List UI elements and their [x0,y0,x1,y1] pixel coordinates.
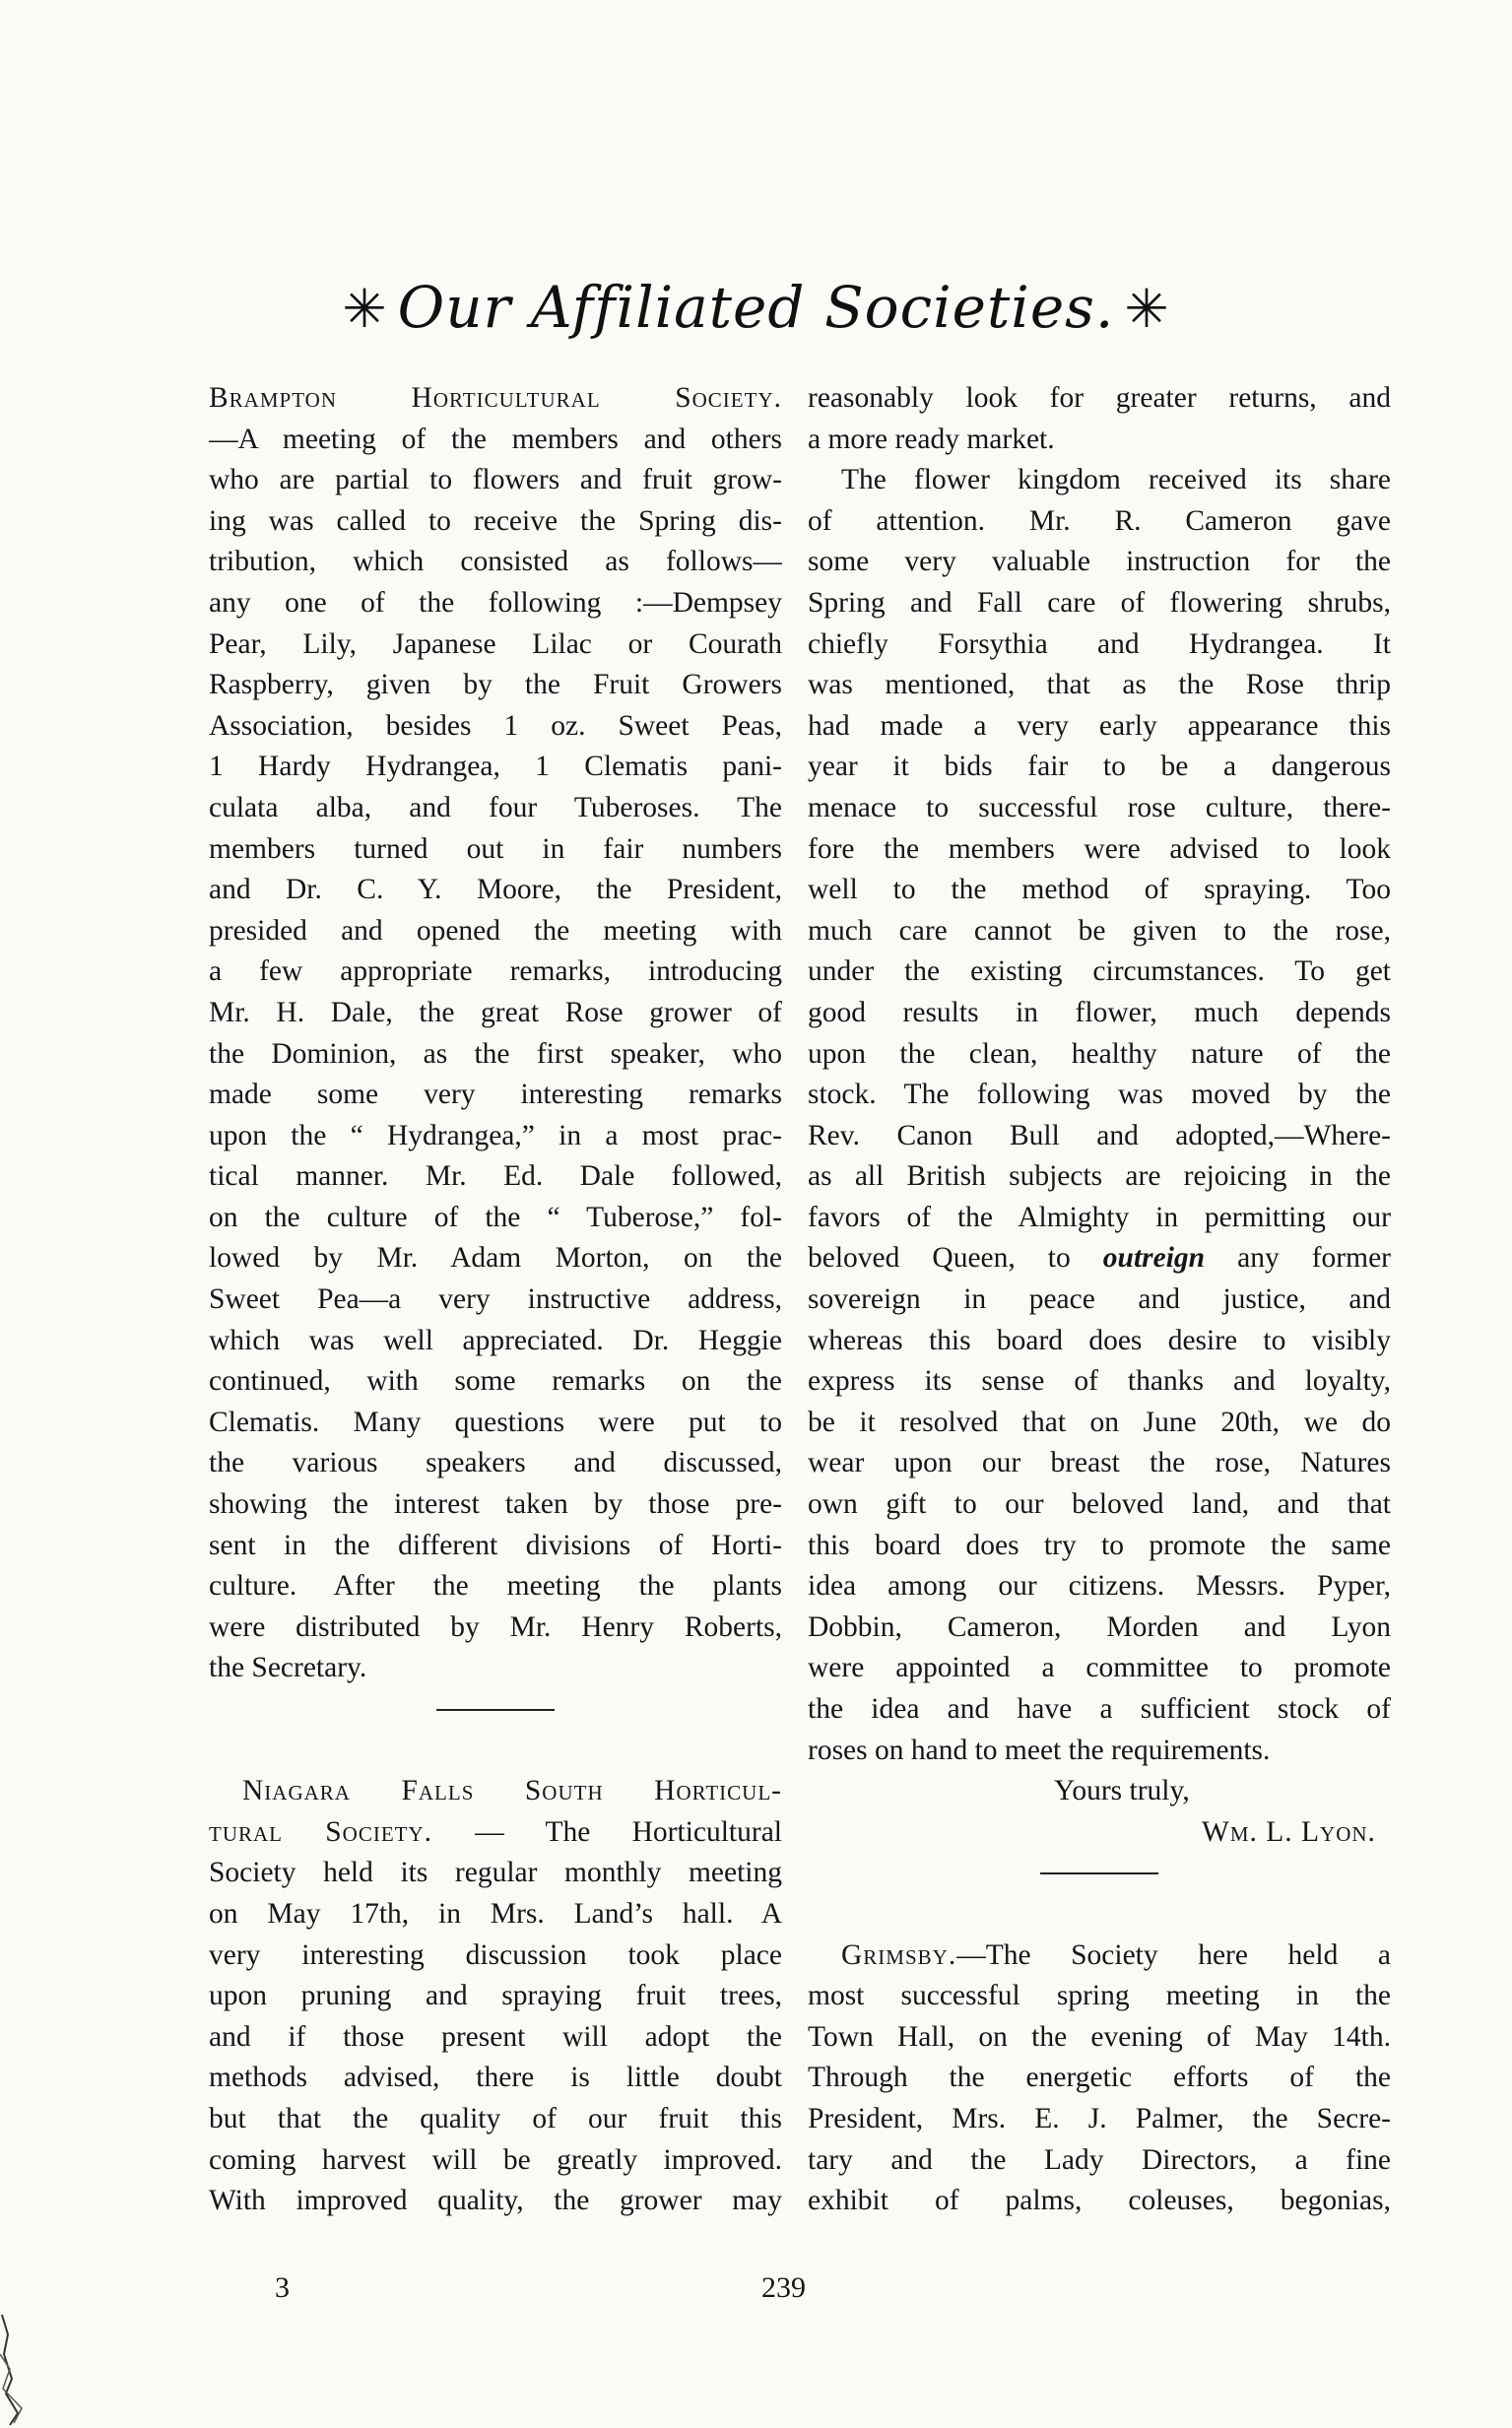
text-line: Spring and Fall care of flowering shrubs, [808,586,1391,619]
text-line: stock. The following was moved by the [808,1079,1391,1111]
text-line: Society held its regular monthly meeting [209,1857,782,1889]
text-line: methods advised, there is little doubt [209,2062,782,2094]
text-line: upon the “ Hydrangea,” in a most prac- [209,1119,782,1151]
text-line: had made a very early appearance this [808,709,1391,742]
text-line: tical manner. Mr. Ed. Dale followed, [209,1160,782,1193]
text-line: the various speakers and discussed, [209,1447,782,1479]
section-divider [209,1689,782,1731]
text-line: on the culture of the “ Tuberose,” fol- [209,1201,782,1233]
text-line: were distributed by Mr. Henry Roberts, [209,1610,782,1643]
text-line: under the existing circumstances. To get [808,955,1391,988]
text-line: the idea and have a sufficient stock of [808,1693,1391,1725]
text-line: this board does try to promote the same [808,1529,1391,1561]
text-line: Wm. L. Lyon. [1202,1815,1376,1848]
text-line: —A meeting of the members and others [209,423,782,455]
text-line: roses on hand to meet the requirements. [808,1734,1271,1766]
text-line: idea among our citizens. Messrs. Pyper, [808,1570,1391,1603]
text-line: culata alba, and four Tuberoses. The [209,791,782,823]
text-line: a more ready market. [808,423,1055,455]
text-line: tary and the Lady Directors, a fine [808,2143,1391,2176]
text-line: sovereign in peace and justice, and [808,1283,1391,1316]
text-line: whereas this board does desire to visibly [808,1324,1391,1356]
title-text: Our Affiliated Societies. [397,274,1115,341]
text-line: most successful spring meeting in the [808,1980,1391,2012]
text-line: President, Mrs. E. J. Palmer, the Secre- [808,2102,1391,2134]
blank-line [209,1731,782,1772]
text-line: ing was called to receive the Spring dis- [209,504,782,537]
text-line: well to the method of spraying. Too [808,874,1391,906]
asterisk-ornament-left-icon: ✳ [342,278,388,340]
text-line: but that the quality of our fruit this [209,2102,782,2134]
text-line: year it bids fair to be a dangerous [808,751,1391,783]
text-line: some very valuable instruction for the [808,546,1391,578]
text-line: and Dr. C. Y. Moore, the President, [209,874,782,906]
text-line: upon the clean, healthy nature of the [808,1037,1391,1070]
text-line: the Secretary. [209,1652,367,1684]
section-divider [808,1853,1391,1894]
text-line: showing the interest taken by those pre- [209,1488,782,1521]
text-line: very interesting discussion took place [209,1938,782,1971]
text-line: own gift to our beloved land, and that [808,1488,1391,1521]
text-line: Mr. H. Dale, the great Rose grower of [209,996,782,1028]
text-line: The flower kingdom received its share [841,464,1391,496]
text-line: beloved Queen, to outreign any former [808,1242,1391,1275]
text-line: tural Society. — The Horticultural [209,1815,782,1848]
text-line: culture. After the meeting the plants [209,1570,782,1603]
text-line: chiefly Forsythia and Hydrangea. It [808,627,1391,660]
text-line: Association, besides 1 oz. Sweet Peas, [209,709,782,742]
right-text-column [808,378,1391,2222]
text-line: the Dominion, as the first speaker, who [209,1037,782,1070]
text-line: favors of the Almighty in permitting our [808,1201,1391,1233]
text-line: menace to successful rose culture, there- [808,791,1391,823]
text-line: on May 17th, in Mrs. Land’s hall. A [209,1897,782,1930]
text-line: exhibit of palms, coleuses, begonias, [808,2185,1391,2217]
text-line: Brampton Horticultural Society. [209,382,782,414]
text-line: members turned out in fair numbers [209,832,782,865]
text-line: a few appropriate remarks, introducing [209,955,782,988]
signature-mark: 3 [275,2271,290,2304]
text-line: Raspberry, given by the Fruit Growers [209,669,782,701]
blank-line [808,1894,1391,1936]
text-line: Grimsby.—The Society here held a [841,1938,1391,1971]
text-line: Town Hall, on the evening of May 14th. [808,2020,1391,2053]
page-title [0,274,1512,341]
text-line: With improved quality, the grower may [209,2185,782,2217]
text-line: 1 Hardy Hydrangea, 1 Clematis pani- [209,751,782,783]
text-line: was mentioned, that as the Rose thrip [808,669,1391,701]
text-line: Niagara Falls South Horticul- [242,1775,782,1807]
left-text-column [209,378,782,2222]
text-line: Sweet Pea—a very instructive address, [209,1283,782,1316]
text-line: Dobbin, Cameron, Morden and Lyon [808,1610,1391,1643]
text-line: tribution, which consisted as follows— [209,546,782,578]
text-line: coming harvest will be greatly improved. [209,2143,782,2176]
text-line: good results in flower, much depends [808,996,1391,1028]
text-line: which was well appreciated. Dr. Heggie [209,1324,782,1356]
text-line: who are partial to flowers and fruit grow- [209,464,782,496]
text-line: Pear, Lily, Japanese Lilac or Courath [209,627,782,660]
text-line: and if those present will adopt the [209,2020,782,2053]
text-line: Clematis. Many questions were put to [209,1406,782,1438]
text-line: upon pruning and spraying fruit trees, [209,1980,782,2012]
text-line: express its sense of thanks and loyalty, [808,1365,1391,1398]
text-line: fore the members were advised to look [808,832,1391,865]
text-line: Yours truly, [1054,1775,1190,1807]
text-line: be it resolved that on June 20th, we do [808,1406,1391,1438]
text-line: presided and opened the meeting with [209,914,782,947]
text-line: wear upon our breast the rose, Natures [808,1447,1391,1479]
text-line: as all British subjects are rejoicing in the [808,1160,1391,1193]
text-line: sent in the different divisions of Horti- [209,1529,782,1561]
text-line: much care cannot be given to the rose, [808,914,1391,947]
text-line: were appointed a committee to promote [808,1652,1391,1684]
text-line: any one of the following :—Dempsey [209,586,782,619]
text-line: of attention. Mr. R. Cameron gave [808,504,1391,537]
asterisk-ornament-right-icon: ✳ [1124,278,1170,340]
text-line: Through the energetic efforts of the [808,2062,1391,2094]
text-line: made some very interesting remarks [209,1079,782,1111]
text-line: reasonably look for greater returns, and [808,382,1391,414]
text-line: continued, with some remarks on the [209,1365,782,1398]
text-line: lowed by Mr. Adam Morton, on the [209,1242,782,1275]
scan-edge-marks [0,2295,69,2428]
page-number: 239 [761,2271,806,2304]
text-line: Rev. Canon Bull and adopted,—Where- [808,1119,1391,1151]
